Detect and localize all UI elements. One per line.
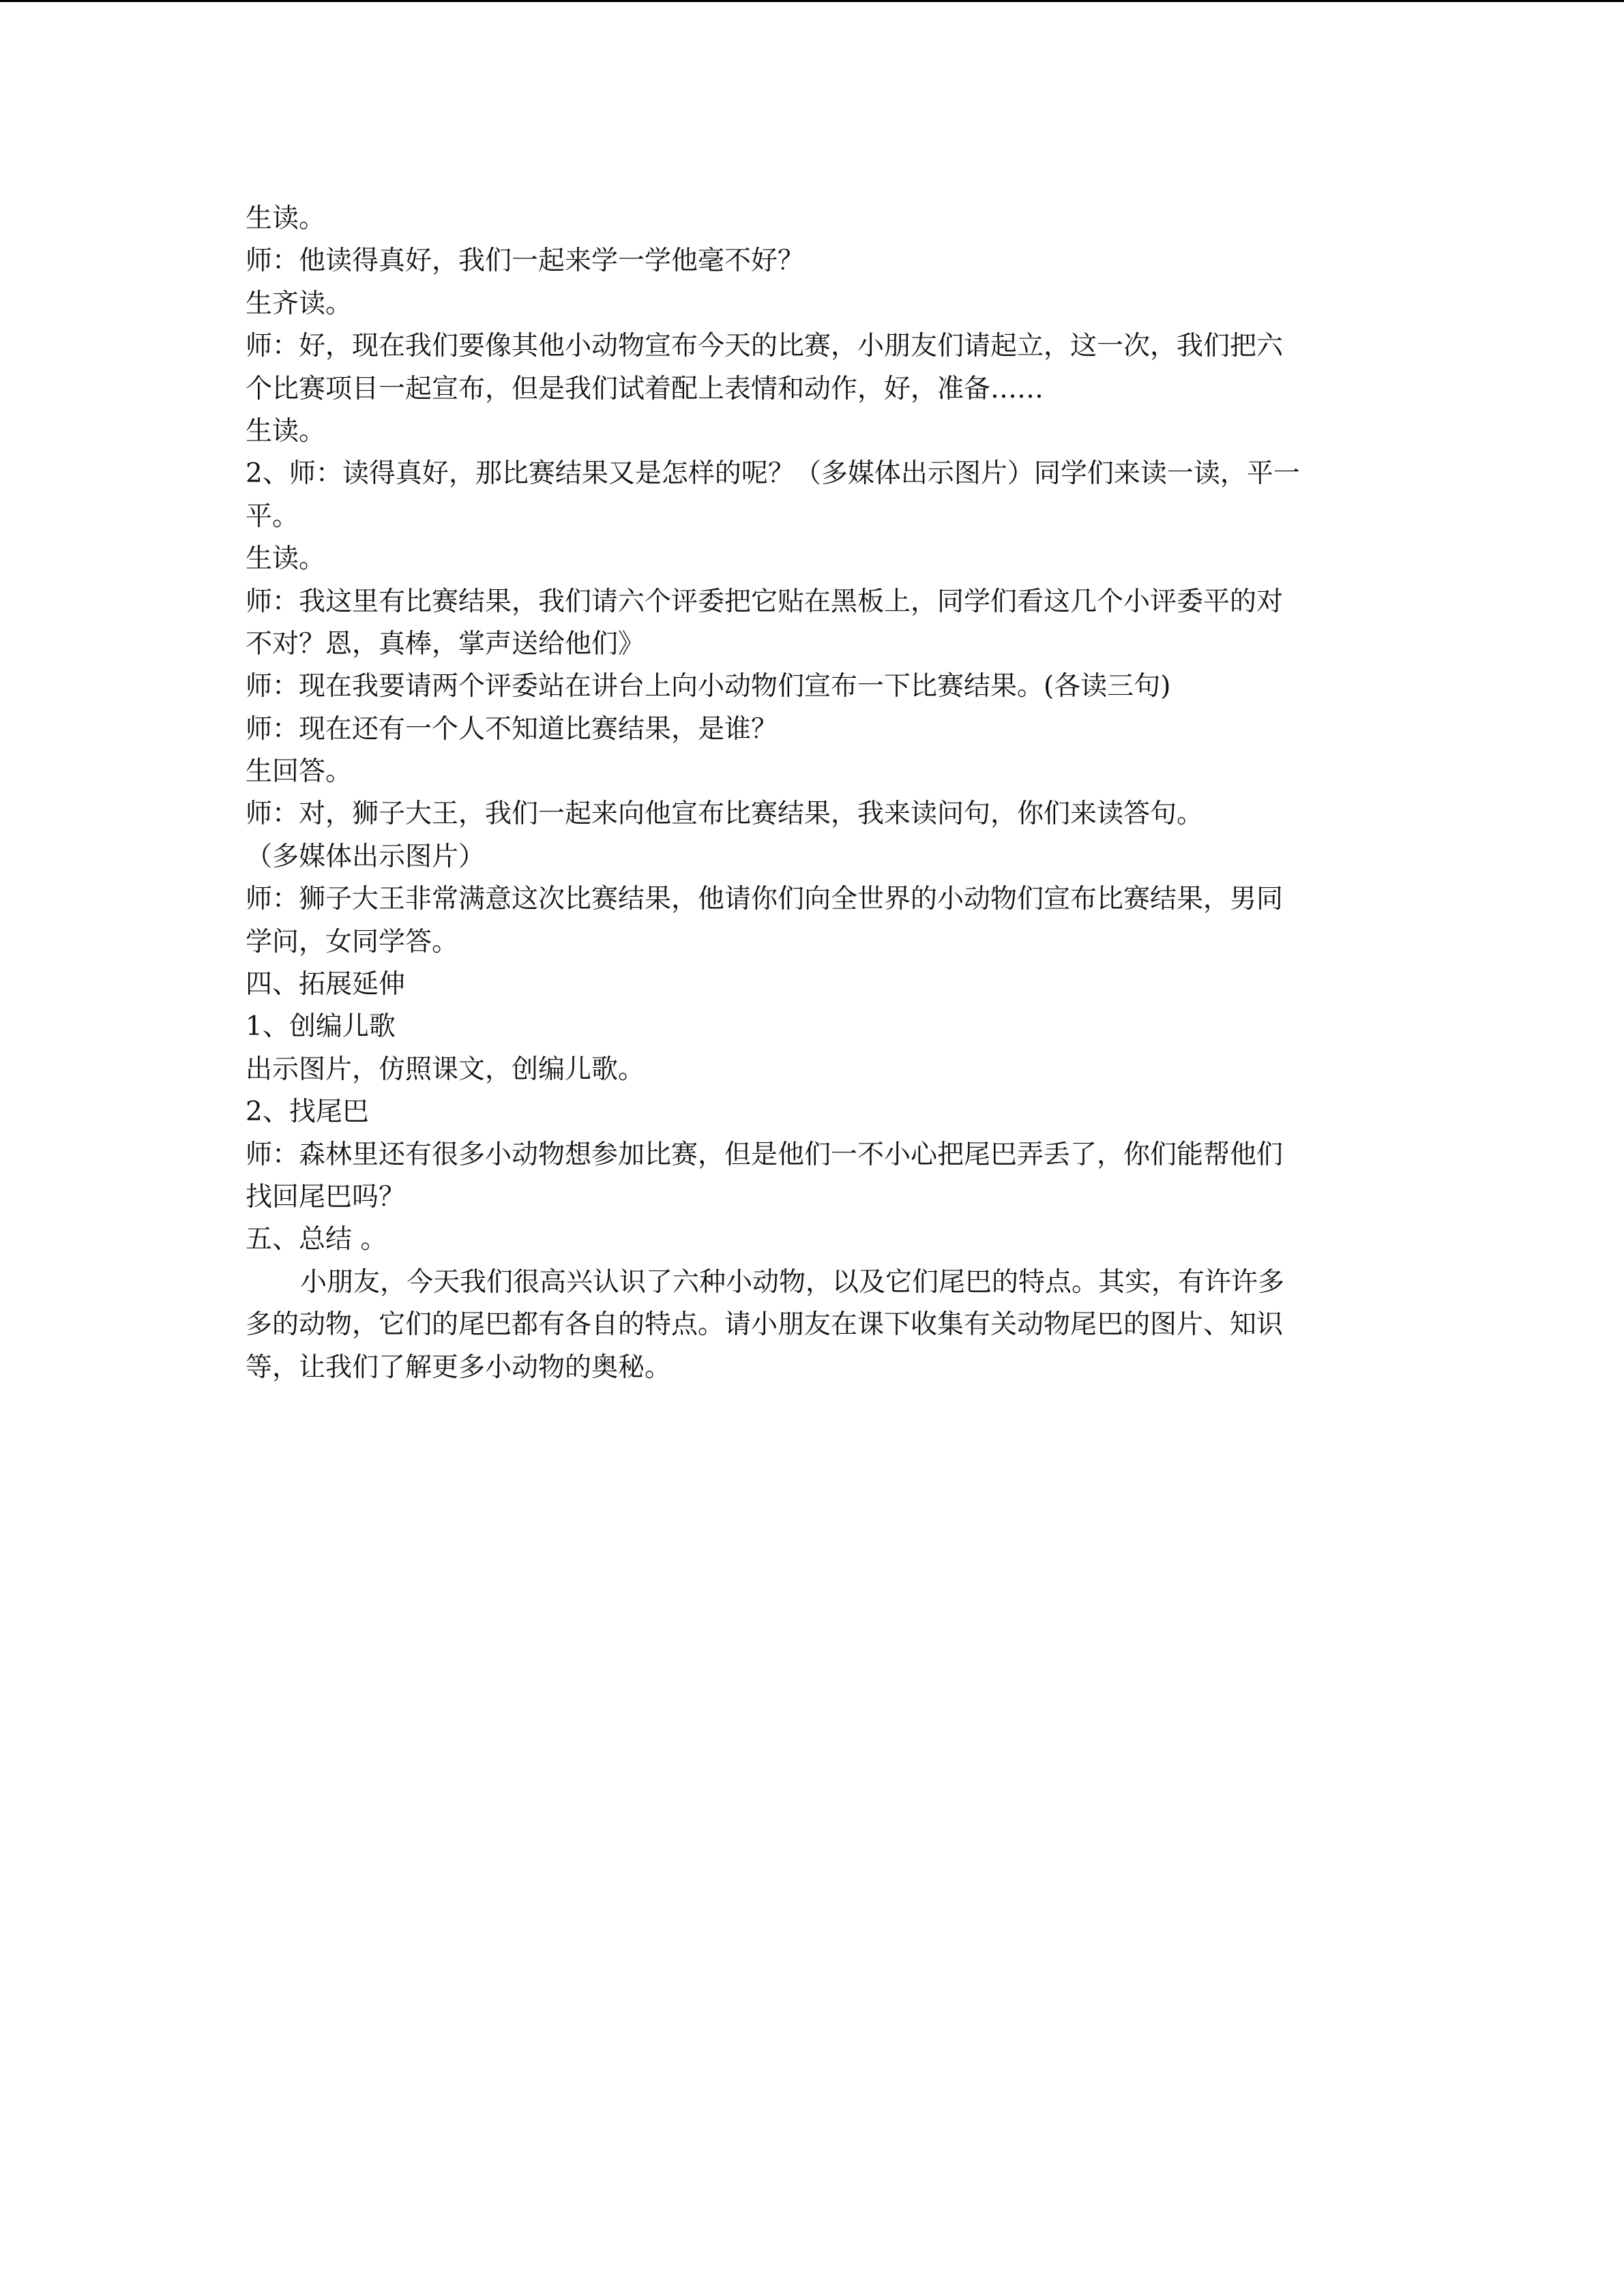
text-line: 生齐读。 — [246, 288, 353, 319]
text-line: 2、师：读得真好，那比赛结果又是怎样的呢？（多媒体出示图片）同学们来读一读，平一 — [246, 458, 1300, 490]
text-line: 师：他读得真好，我们一起来学一学他毫不好？ — [246, 245, 805, 277]
text-line: 生读。 — [246, 543, 326, 575]
text-line: 多的动物，它们的尾巴都有各自的特点。请小朋友在课下收集有关动物尾巴的图片、知识 — [246, 1309, 1284, 1341]
section-heading: 四、拓展延伸 — [246, 969, 406, 1000]
text-line: 师：好，现在我们要像其他小动物宣布今天的比赛，小朋友们请起立，这一次，我们把六 — [246, 331, 1284, 362]
text-line: 师：现在我要请两个评委站在讲台上向小动物们宣布一下比赛结果。(各读三句) — [246, 671, 1171, 702]
text-line: 找回尾巴吗？ — [246, 1181, 406, 1212]
text-line: 个比赛项目一起宣布，但是我们试着配上表情和动作，好，准备…… — [246, 373, 1044, 404]
text-line: 师：狮子大王非常满意这次比赛结果，他请你们向全世界的小动物们宣布比赛结果，男同 — [246, 884, 1284, 915]
document-body — [246, 198, 1378, 1389]
text-line: 师：现在还有一个人不知道比赛结果，是谁？ — [246, 713, 778, 745]
text-line: 师：森林里还有很多小动物想参加比赛，但是他们一不小心把尾巴弄丢了，你们能帮他们 — [246, 1139, 1284, 1170]
text-line: 平。 — [246, 501, 299, 532]
text-line: 出示图片，仿照课文，创编儿歌。 — [246, 1054, 645, 1085]
subsection-heading: 1、创编儿歌 — [246, 1011, 396, 1043]
text-line: 生读。 — [246, 415, 326, 447]
section-heading: 五、总结 。 — [246, 1224, 387, 1255]
text-line: 生读。 — [246, 203, 326, 234]
page-top-border — [0, 0, 1624, 2]
text-line: 师：我这里有比赛结果，我们请六个评委把它贴在黑板上，同学们看这几个小评委平的对 — [246, 586, 1284, 617]
paragraph-first-line: 小朋友，今天我们很高兴认识了六种小动物，以及它们尾巴的特点。其实，有许许多 — [300, 1266, 1285, 1298]
text-line: 生回答。 — [246, 756, 353, 788]
text-line: （多媒体出示图片） — [246, 841, 486, 872]
text-line: 不对？恩，真棒，掌声送给他们》 — [246, 628, 645, 659]
text-line: 学问，女同学答。 — [246, 926, 459, 957]
text-line: 师：对，狮子大王，我们一起来向他宣布比赛结果，我来读问句，你们来读答句。 — [246, 799, 1204, 830]
text-line: 等，让我们了解更多小动物的奥秘。 — [246, 1352, 672, 1383]
subsection-heading: 2、找尾巴 — [246, 1097, 369, 1128]
